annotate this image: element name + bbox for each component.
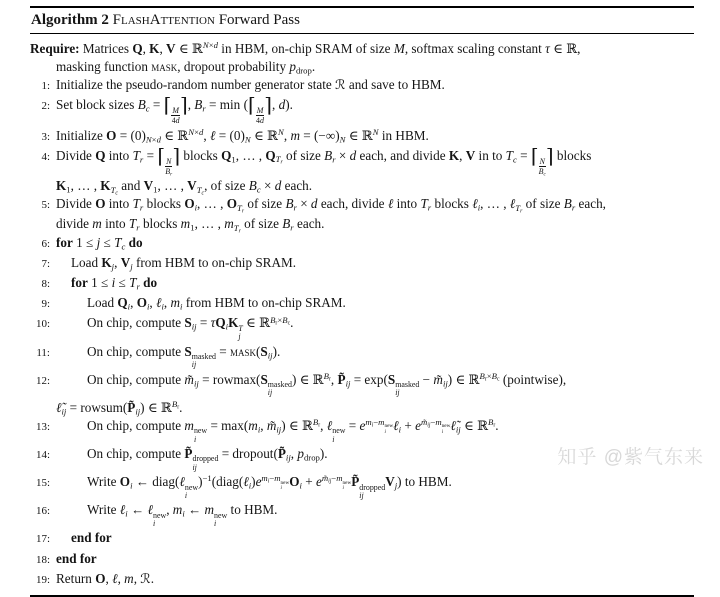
line-content: for $1 \le i \le T_r$ do [71,275,158,292]
algorithm-line [30,294,694,314]
line-content: Require: Matrices Q, K, V ∈ ℝ$^{N\times d}$ in HBM, on-chip SRAM of size M, softmax scaling constant τ ∈ ℝ, [30,39,581,56]
algorithm-name: FlashAttention [112,12,215,28]
algorithm-line [30,176,694,197]
algorithm-line [30,75,694,95]
line-content: Write ℓ$_i$ ← ℓ new i , $m_i$ ← m new i to HBM. [87,502,278,528]
line-number: 19: [35,573,50,586]
line-content: Initialize $O = (0)_{N\times d}$ ∈ ℝ$^{N\times d}$, ℓ = $(0)_N$ ∈ ℝ$^N$, $m = (-\infty)_N$ ∈ ℝ$^N$ in HBM. [56,126,429,144]
algorithm-line [30,233,694,253]
line-content: Load $K_j$, $V_j$ from HBM to on-chip SRAM. [71,254,297,272]
algorithm-line [30,96,694,126]
algorithm-title-rest: Forward Pass [218,12,300,28]
algorithm-line [30,57,694,75]
line-content: end for [71,530,112,546]
algorithm-line [30,253,694,273]
line-content: Initialize the pseudo-random number generator state ℛ and save to HBM. [56,76,445,92]
line-content: On chip, compute P̃ dropped ij = $dropout(P̃_{ij}$, $p_{drop}$). [87,446,328,472]
line-content: divide m into $T_r$ blocks $m_1$, … , $m_{T_r}$ of size $B_r$ each. [56,216,325,235]
line-content: Divide Q into $T_r$ = ⌈ $\frac{N}{B_r}$ ⌉ blocks $Q_1$, … , $Q_{T_r}$ of size $B_r \times d$ each, and divide K, V in to $T_c$ = ⌈ $\frac{N}{B_c}$ ⌉ blocks [56,145,592,178]
algorithm-line [30,416,694,444]
algorithm-line [30,529,694,549]
algorithm-line [30,273,694,293]
line-number: 16: [35,505,50,518]
algorithm-line [30,569,694,589]
line-content: On chip, compute $m̃_{ij} = rowmax(S$ masked ij ) ∈ ℝ$^{B_r}$, $P̃_{ij} = \exp(S$ masked ij − $m̃_{ij}$) ∈ ℝ$^{B_r\times B_c}$ (pointwise), [87,370,567,398]
line-number: 17: [35,533,50,546]
line-number: 18: [35,553,50,566]
line-number: 4: [41,150,50,163]
line-number: 10: [35,318,50,331]
algorithm-line [30,370,694,398]
line-number: 2: [41,100,50,113]
line-content: On chip, compute m new i = $\max(m_i$, $m̃_{ij}$) ∈ ℝ$^{B_r}$, ℓ new i = $e^{m_i-m new i}$ ℓ$_i$ + $e^{m̃_{ij}-m new i}$ $\ell̃_{ij}$ ∈ ℝ$^{B_r}$. [87,417,499,444]
line-number: 15: [35,477,50,490]
line-number: 14: [35,449,50,462]
algorithm-line [30,126,694,146]
line-content: $\ell̃_{ij}$ = $rowsum(P̃_{ij})$ ∈ ℝ$^{B_r}$. [56,398,183,417]
line-number: 8: [41,278,50,290]
algorithm-line [30,501,694,529]
line-content: end for [56,550,97,566]
line-number: 7: [41,257,50,270]
algorithm-line [30,39,694,57]
line-content: On chip, compute S masked ij = $mask(S_{ij})$. [87,343,281,370]
line-number: 12: [35,374,50,387]
algorithm-box [30,6,694,597]
algorithm-line [30,342,694,370]
line-number: 6: [41,237,50,250]
line-content: Divide O into $T_r$ blocks $O_i$, … , $O_{T_r}$ of size $B_r \times d$ each, divide ℓ into $T_r$ blocks ℓ$_i$, … , ℓ$_{T_r}$ of size $B_r$ each, [56,196,606,215]
line-content: On chip, compute $S_{ij} = \tau Q_iK$ T j ∈ ℝ$^{B_r\times B_c}$. [87,314,294,341]
algorithm-line [30,146,694,176]
line-number: 11: [36,346,50,359]
watermark: 知乎 @紫气东来 [557,447,704,468]
line-number: 13: [35,420,50,433]
line-content: masking function mask, dropout probability $p_{drop}$. [56,58,316,76]
line-content: $K_1$, … , $K_{T_c}$ and $V_1$, … , $V_{T_c}$, of size $B_c \times d$ each. [56,178,313,197]
algorithm-line [30,398,694,416]
algorithm-line [30,473,694,501]
line-content: Set block sizes $B_c$ = ⌈ $\frac{M}{4d}$ ⌉, $B_r = \min$ (⌈ $\frac{M}{4d}$ ⌉, d). [56,95,293,126]
algorithm-line [30,195,694,215]
algorithm-line [30,314,694,342]
algorithm-line [30,215,694,233]
line-number: 1: [41,79,50,92]
line-number: 9: [41,298,50,311]
algorithm-title [30,8,694,31]
line-content: Write $O_i$ ← diag(ℓ new i )$^{-1}(diag(\ell_i)e^{m_i-m new i}$ $O_i + e^{m̃_{ij}-m new i}$ P̃ dropped ij $V_j$) to HBM. [87,473,452,500]
line-content: Load $Q_i$, $O_i$, ℓ$_i$, $m_i$ from HBM to on-chip SRAM. [87,295,346,312]
algorithm-line [30,549,694,569]
line-content: for $1 \le j \le T_c$ do [56,234,143,252]
line-content: Return O, ℓ, m, ℛ. [56,570,155,586]
line-number: 5: [41,199,50,212]
algorithm-body [30,34,694,591]
line-number: 3: [41,130,50,143]
algorithm-label: Algorithm 2 [31,12,109,28]
